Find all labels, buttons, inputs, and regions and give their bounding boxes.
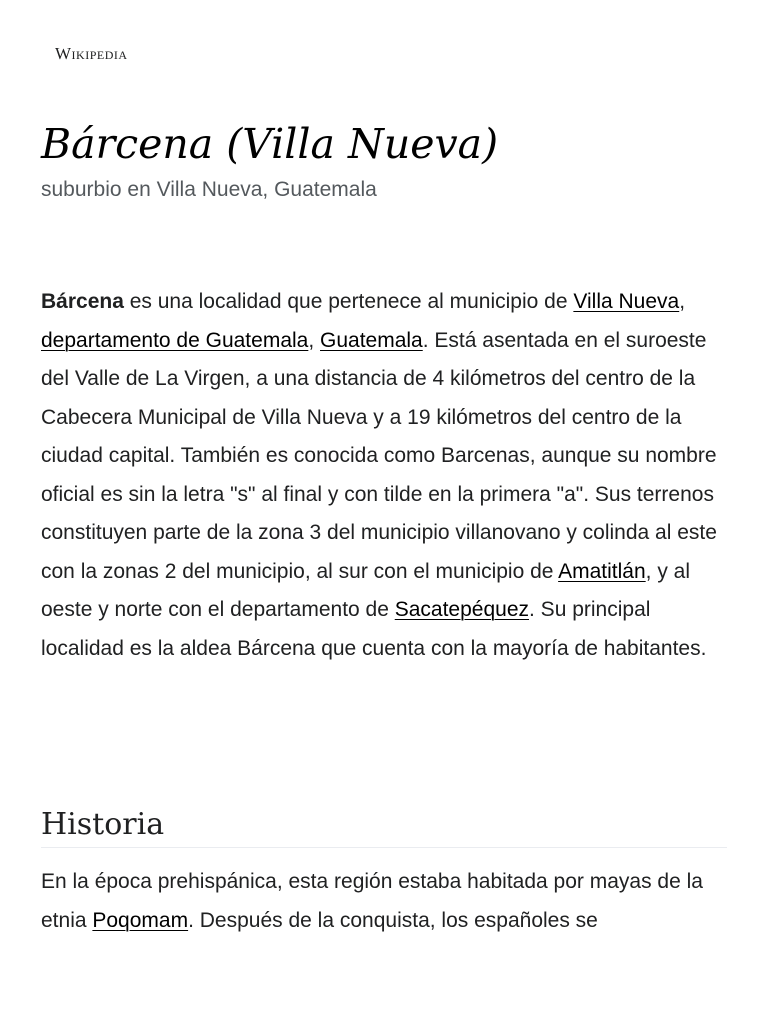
intro-text-1: es una localidad que pertenece al municipio de [123,290,574,313]
historia-paragraph [41,863,731,940]
intro-text-2: , [679,290,686,313]
link-amatitlan[interactable]: Amatitlán [558,559,646,583]
link-sacatepequez[interactable]: Sacatepéquez [394,598,530,621]
link-villa-nueva[interactable]: Villa Nueva [573,290,680,313]
section-heading-historia[interactable]: Historia [41,804,727,848]
intro-paragraph [41,283,731,668]
link-guatemala[interactable]: Guatemala [320,328,423,352]
historia-text-2: . Después de la conquista, los españoles se [188,908,598,932]
historia-text-1: En la época prehispánica, esta región estaba habitada por mayas de la etnia [41,870,703,932]
page-subtitle: suburbio en Villa Nueva, Guatemala [41,178,377,201]
intro-text-6: . Su principal localidad es la aldea Bárcena que cuenta con la mayoría de habitantes. [41,598,707,660]
intro-text-4: . Está asentada en el suroeste del Valle de La Virgen, a una distancia de 4 kilómetros del centro de la Cabecera Municipal de Villa Nueva y a 19 kilómetros del centro de la ciudad capital. También es conocida como Barcenas, aunque su nombre oficial es sin la letra "s" al final y con tilde en la primera "a". Sus terrenos constituyen parte de la zona 3 del municipio villanovano y colinda al este con la zonas 2 del municipio, al sur con el municipio de [41,328,717,583]
intro-text-5: , y al oeste y norte con el departamento de [41,559,691,621]
page-title: Bárcena (Villa Nueva) [41,120,499,168]
intro-text-3: , [308,328,321,352]
link-poqomam[interactable]: Poqomam [92,908,189,932]
link-departamento-de-guatemala[interactable]: departamento de Guatemala [41,328,309,352]
wikipedia-wordmark-link[interactable]: Wikipedia [55,44,128,63]
article-subject-bold: Bárcena [41,290,124,313]
